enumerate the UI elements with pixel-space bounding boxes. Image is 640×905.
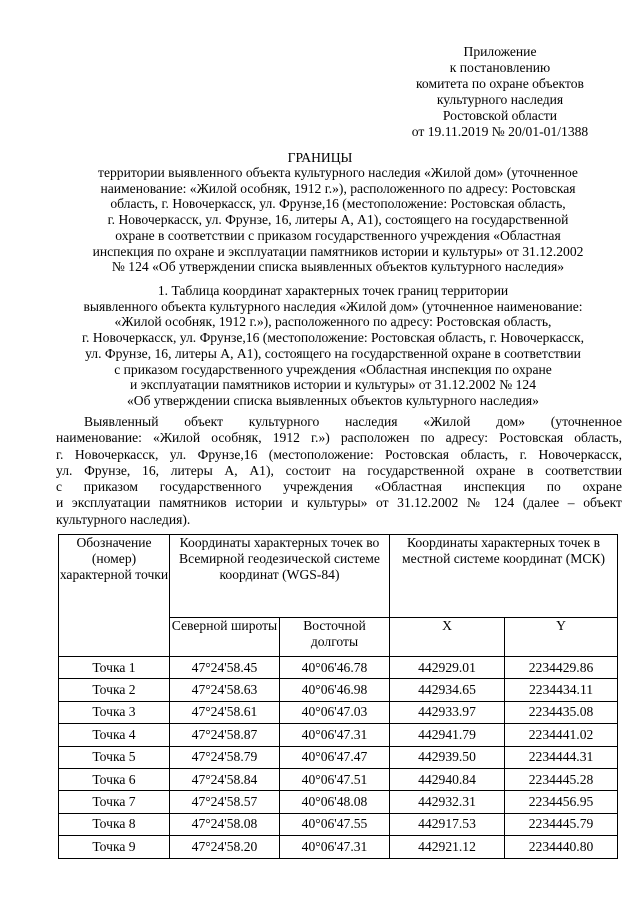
cell-point: Точка 7	[59, 791, 170, 813]
annex-line: культурного наследия	[436, 92, 564, 107]
cell-x: 442929.01	[390, 657, 505, 679]
cell-point: Точка 6	[59, 768, 170, 790]
cell-y: 2234456.95	[505, 791, 618, 813]
section-heading-line: «Жилой особняк, 1912 г.»), расположенного по адресу: Ростовская область,	[114, 314, 552, 330]
cell-point: Точка 4	[59, 724, 170, 746]
section-heading-line: «Об утверждении списка выявленных объектов культурного наследия»	[127, 392, 539, 408]
annex-line: к постановлению	[449, 60, 551, 75]
table-row	[59, 657, 618, 679]
cell-point: Точка 9	[59, 836, 170, 858]
cell-lat: 47°24'58.08	[170, 813, 280, 835]
subtitle-line: территории выявленного объекта культурного наследия «Жилой дом» (уточненное	[98, 165, 578, 180]
cell-y: 2234445.28	[505, 768, 618, 790]
cell-x: 442941.79	[390, 724, 505, 746]
cell-lat: 47°24'58.45	[170, 657, 280, 679]
table-row	[59, 724, 618, 746]
cell-x: 442933.97	[390, 701, 505, 723]
cell-point: Точка 3	[59, 701, 170, 723]
cell-lon: 40°06'47.31	[280, 724, 390, 746]
cell-lat: 47°24'58.84	[170, 768, 280, 790]
document-subtitle	[58, 165, 618, 275]
header-y: Y	[505, 618, 618, 657]
header-wgs: Координаты характерных точек во Всемирной геодезической системе координат (WGS-84)	[170, 535, 390, 618]
table-row	[59, 791, 618, 813]
cell-lon: 40°06'47.31	[280, 836, 390, 858]
cell-x: 442932.31	[390, 791, 505, 813]
cell-x: 442940.84	[390, 768, 505, 790]
cell-y: 2234444.31	[505, 746, 618, 768]
cell-x: 442921.12	[390, 836, 505, 858]
cell-y: 2234440.80	[505, 836, 618, 858]
subtitle-line: область, г. Новочеркасск, ул. Фрунзе,16 (местоположение: Ростовская область,	[110, 196, 566, 212]
section-heading-line: выявленного объекта культурного наследия «Жилой дом» (уточненное наименование:	[83, 298, 583, 314]
paragraph-line: наименование: «Жилой особняк, 1912 г.») расположен по адресу: Ростовская область,	[56, 430, 622, 446]
section-heading-line: г. Новочеркасск, ул. Фрунзе,16 (местоположение: Ростовская область, г. Новочеркасск,	[82, 330, 584, 346]
cell-point: Точка 8	[59, 813, 170, 835]
cell-lat: 47°24'58.79	[170, 746, 280, 768]
paragraph-line: и эксплуатации памятников истории и культуры» от 31.12.2002 № 124 (далее – объект	[56, 495, 622, 511]
paragraph-line: с приказом государственного учреждения «Областная инспекция по охране	[56, 479, 622, 495]
cell-lon: 40°06'46.98	[280, 679, 390, 701]
table-row	[59, 836, 618, 858]
subtitle-line: г. Новочеркасск, ул. Фрунзе, 16, литеры А, А1), состоящего на государственной	[107, 212, 569, 228]
cell-y: 2234434.11	[505, 679, 618, 701]
section-heading-line: ул. Фрунзе, 16, литеры А, А1), состоящего на государственной охране в соответствии	[85, 345, 581, 361]
cell-x: 442934.65	[390, 679, 505, 701]
cell-lat: 47°24'58.87	[170, 724, 280, 746]
document-title: ГРАНИЦЫ	[287, 150, 353, 165]
cell-point: Точка 1	[59, 657, 170, 679]
paragraph-line: ул. Фрунзе, 16, литеры А, А1), состоит на государственной охране в соответствии	[56, 462, 622, 478]
coordinates-table	[58, 534, 618, 859]
table-row	[59, 701, 618, 723]
annex-line: комитета по охране объектов	[416, 76, 584, 91]
cell-lat: 47°24'58.20	[170, 836, 280, 858]
cell-lon: 40°06'48.08	[280, 791, 390, 813]
paragraph-line: Выявленный объект культурного наследия «Жилой дом» (уточненное	[84, 414, 622, 429]
paragraph-line: культурного наследия).	[56, 511, 191, 527]
cell-lon: 40°06'47.47	[280, 746, 390, 768]
cell-lat: 47°24'58.61	[170, 701, 280, 723]
cell-x: 442939.50	[390, 746, 505, 768]
annex-line: от 19.11.2019 № 20/01-01/1388	[411, 124, 589, 139]
subtitle-line: наименование: «Жилой особняк, 1912 г.»), расположенного по адресу: Ростовская	[100, 180, 576, 196]
table-row	[59, 813, 618, 835]
cell-y: 2234441.02	[505, 724, 618, 746]
section-heading	[48, 283, 618, 409]
cell-x: 442917.53	[390, 813, 505, 835]
cell-y: 2234435.08	[505, 701, 618, 723]
table-row	[59, 746, 618, 768]
header-designation: Обозначение (номер) характерной точки	[59, 535, 170, 657]
subtitle-line: № 124 «Об утверждении списка выявленных объектов культурного наследия»	[111, 259, 565, 275]
cell-lat: 47°24'58.57	[170, 791, 280, 813]
header-msk: Координаты характерных точек в местной системе координат (МСК)	[390, 535, 618, 618]
table-row	[59, 679, 618, 701]
cell-y: 2234445.79	[505, 813, 618, 835]
section-heading-line: 1. Таблица координат характерных точек границ территории	[157, 283, 509, 298]
subtitle-line: инспекция по охране и эксплуатации памятников истории и культуры» от 31.12.2002	[92, 243, 584, 259]
paragraph-line: г. Новочеркасск, ул. Фрунзе,16 (местоположение: Ростовская область, г. Новочеркасск,	[56, 446, 622, 462]
cell-point: Точка 5	[59, 746, 170, 768]
cell-y: 2234429.86	[505, 657, 618, 679]
body-paragraph	[56, 414, 622, 528]
header-north: Северной широты	[170, 618, 280, 657]
section-heading-line: с приказом государственного учреждения «Областная инспекция по охране	[114, 361, 552, 377]
cell-lon: 40°06'46.78	[280, 657, 390, 679]
cell-lat: 47°24'58.63	[170, 679, 280, 701]
cell-point: Точка 2	[59, 679, 170, 701]
subtitle-line: охране в соответствии с приказом государственного учреждения «Областная	[115, 227, 561, 243]
annex-line: Приложение	[463, 44, 537, 59]
cell-lon: 40°06'47.03	[280, 701, 390, 723]
table-row	[59, 768, 618, 790]
section-heading-line: и эксплуатации памятников истории и культуры» от 31.12.2002 № 124	[129, 377, 537, 393]
annex-line: Ростовской области	[442, 108, 558, 123]
cell-lon: 40°06'47.51	[280, 768, 390, 790]
annex-block	[380, 44, 620, 140]
cell-lon: 40°06'47.55	[280, 813, 390, 835]
header-east: Восточной долготы	[280, 618, 390, 657]
header-x: X	[390, 618, 505, 657]
